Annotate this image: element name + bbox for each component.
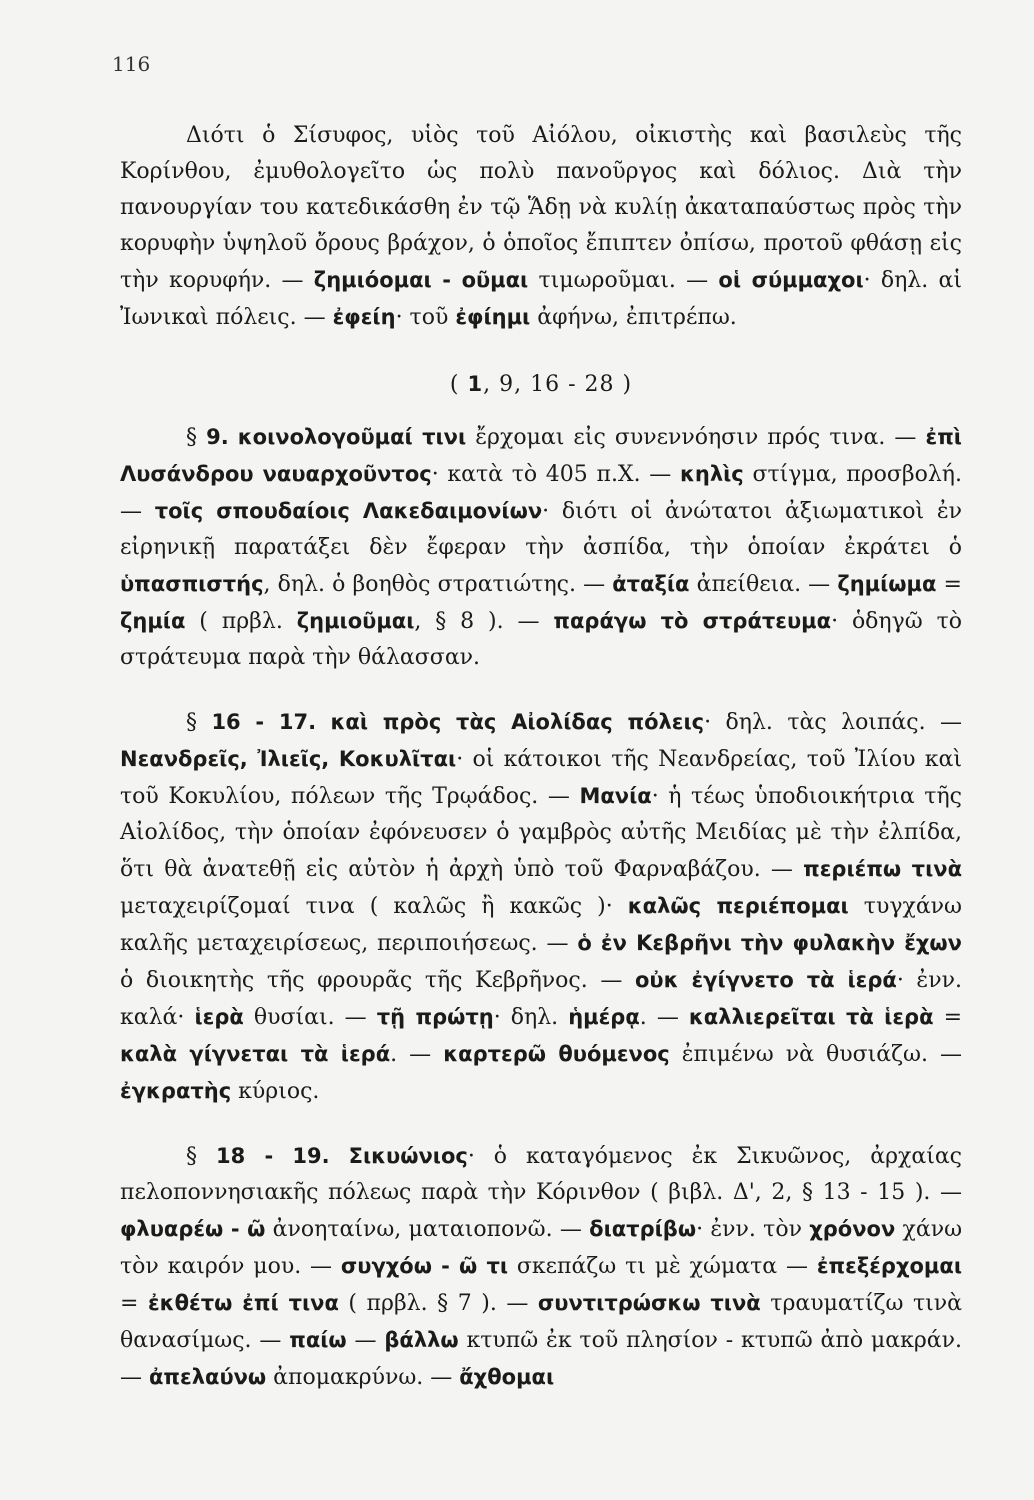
gloss-text: = bbox=[933, 1005, 963, 1030]
section-18-19-paragraph bbox=[120, 1138, 962, 1396]
headword: ἐκθέτω ἐπί τινα bbox=[147, 1291, 339, 1315]
headword: συγχόω - ῶ τι bbox=[340, 1254, 509, 1278]
gloss-text: σκεπάζω τι μὲ χώματα — bbox=[508, 1254, 817, 1279]
gloss-text bbox=[330, 1144, 349, 1169]
gloss-text: ἀνοηταίνω, ματαιοπονῶ. — bbox=[265, 1217, 590, 1242]
headword: παράγω τὸ στράτευμα bbox=[553, 609, 832, 633]
gloss-text: θυσίαι. — bbox=[243, 1005, 377, 1030]
gloss-text: · δηλ. τὰς λοιπάς. — bbox=[704, 710, 962, 735]
gloss-text: κτυπῶ ἐκ τοῦ πλησίον - κτυπῶ ἀπὸ μακράν. — bbox=[120, 1328, 962, 1390]
headword: χρόνον bbox=[809, 1217, 896, 1241]
headword: οὐκ ἐγίγνετο τὰ ἱερά bbox=[634, 968, 897, 992]
gloss-text: ὁ διοικητὴς τῆς φρουρᾶς τῆς Κεβρῆνος. — bbox=[120, 968, 635, 993]
paragraph-gap bbox=[120, 676, 962, 704]
gloss-text: · ἐνν. καλά· bbox=[120, 968, 962, 1030]
headword: φλυαρέω - ῶ bbox=[120, 1217, 266, 1241]
heading-open: ( bbox=[449, 372, 468, 397]
headword: ὑπασπιστής bbox=[120, 572, 264, 596]
gloss-text: · τοῦ bbox=[395, 305, 456, 330]
headword: καρτερῶ θυόμενος bbox=[443, 1042, 670, 1066]
headword: ζημίωμα bbox=[837, 572, 937, 596]
gloss-text: = bbox=[936, 572, 962, 597]
gloss-text: ( πρβλ. § 7 ). — bbox=[338, 1291, 538, 1316]
heading-book: 1 bbox=[467, 372, 484, 396]
headword: ἐφίημι bbox=[455, 305, 531, 329]
headword: ἐπεξέρχομαι bbox=[816, 1254, 962, 1278]
gloss-text: ἀπείθεια. — bbox=[689, 572, 838, 597]
headword: καλὰ γίγνεται τὰ ἱερά bbox=[120, 1042, 391, 1066]
headword: ἀταξία bbox=[612, 572, 690, 596]
gloss-text: § bbox=[186, 1144, 216, 1169]
gloss-text: = bbox=[120, 1291, 148, 1316]
headword: ὁ ἐν Κεβρῆνι τὴν φυλακὴν ἔχων bbox=[577, 931, 962, 955]
paragraph-gap bbox=[120, 1110, 962, 1138]
gloss-text: · κατὰ τὸ 405 π.Χ. — bbox=[431, 462, 680, 487]
page-number: 116 bbox=[112, 52, 151, 76]
headword: συντιτρώσκω τινὰ bbox=[537, 1291, 761, 1315]
headword: Μανία bbox=[579, 784, 652, 808]
headword: οἱ σύμμαχοι bbox=[718, 268, 864, 292]
headword: ἄχθομαι bbox=[459, 1365, 555, 1389]
gloss-text: · ὁδηγῶ τὸ στράτευμα παρὰ τὴν θάλασσαν. bbox=[120, 609, 963, 670]
gloss-text: — bbox=[346, 1328, 385, 1353]
headword: ζημιοῦμαι bbox=[296, 609, 415, 633]
gloss-text: Διότι ὁ Σίσυφος, υἱὸς τοῦ Αἰόλου, οἰκιστὴς καὶ βασιλεὺς τῆς Κορίνθου, ἐμυθολογεῖτο ὡς πολὺ πανοῦργος καὶ δόλιος. Διὰ τὴν πανουργίαν του κατεδικάσθη ἐν τῷ Ἅδῃ νὰ κυλίῃ ἀκαταπαύστως πρὸς τὴν κορυφὴν ὑψηλοῦ ὄρους βράχον, ὁ ὁποῖος ἔπιπτεν ὀπίσω, προτοῦ φθάσῃ εἰς τὴν κορυφήν. — bbox=[120, 123, 962, 293]
gloss-text: · δηλ. αἱ Ἰωνικαὶ πόλεις. — bbox=[120, 268, 962, 330]
headword: διατρίβω bbox=[589, 1217, 697, 1241]
headword: καὶ πρὸς τὰς Αἰολίδας πόλεις bbox=[330, 710, 705, 734]
heading-rest: , 9, 16 - 28 ) bbox=[483, 372, 633, 397]
gloss-text: · ἐνν. τὸν bbox=[696, 1217, 810, 1242]
section-16-17-paragraph bbox=[120, 704, 962, 1110]
intro-paragraph bbox=[120, 118, 962, 336]
headword: τοῖς σπουδαίοις Λακεδαιμονίων bbox=[154, 499, 543, 523]
gloss-text: , § 8 ). — bbox=[414, 609, 554, 634]
gloss-text: ἀφήνω, ἐπιτρέπω. bbox=[530, 305, 737, 330]
headword: ἐφείη bbox=[332, 305, 396, 329]
gloss-text: § bbox=[186, 710, 212, 735]
gloss-text: τιμωροῦμαι. — bbox=[528, 268, 719, 293]
headword: ἡμέρᾳ bbox=[568, 1005, 640, 1029]
headword: κηλὶς bbox=[679, 462, 744, 486]
headword: παίω bbox=[289, 1328, 347, 1352]
gloss-text: ( πρβλ. bbox=[185, 609, 297, 634]
headword: Σικυώνιος bbox=[348, 1144, 468, 1168]
gloss-text: ἐπιμένω νὰ θυσιάζω. — bbox=[669, 1042, 962, 1067]
headword: ἐγκρατὴς bbox=[120, 1079, 232, 1103]
gloss-text: ἔρχομαι εἰς συνεννόησιν πρός τινα. — bbox=[466, 425, 926, 450]
section-9-paragraph bbox=[120, 419, 962, 676]
gloss-text: · δηλ. bbox=[493, 1005, 569, 1030]
headword: βάλλω bbox=[384, 1328, 459, 1352]
gloss-text bbox=[316, 710, 330, 735]
headword: ἱερὰ bbox=[194, 1005, 244, 1029]
gloss-text: τραυματίζω τινὰ θανασίμως. — bbox=[120, 1291, 962, 1353]
gloss-text: ἀπομακρύνω. — bbox=[266, 1365, 460, 1390]
gloss-text bbox=[229, 425, 238, 450]
gloss-text: . — bbox=[390, 1042, 444, 1067]
headword: ζημία bbox=[120, 609, 186, 633]
headword: ἀπελαύνω bbox=[149, 1365, 267, 1389]
gloss-text: μεταχειρίζομαί τινα ( καλῶς ἢ κακῶς )· bbox=[120, 894, 628, 919]
gloss-text: τυγχάνω καλῆς μεταχειρίσεως, περιποιήσεως. — bbox=[120, 894, 962, 956]
gloss-text: στίγμα, προσβολή. — bbox=[120, 462, 962, 524]
gloss-text: § bbox=[186, 425, 207, 450]
headword: περιέπω τινὰ bbox=[803, 857, 962, 881]
text-body bbox=[120, 118, 962, 1396]
gloss-text: χάνω τὸν καιρόν μου. — bbox=[120, 1217, 963, 1279]
headword: Νεανδρεῖς, Ἰλιεῖς, Κοκυλῖται bbox=[120, 747, 457, 771]
headword: 16 - 17. bbox=[211, 710, 317, 734]
headword: ζημιόομαι - οῦμαι bbox=[313, 268, 529, 292]
gloss-text: · ἡ τέως ὑποδιοικήτρια τῆς Αἰολίδος, τὴν ὁποίαν ἐφόνευσεν ὁ γαμβρὸς αὐτῆς Μειδίας μὲ τὴν ἐλπίδα, ὅτι θὰ ἀνατεθῇ εἰς αὐτὸν ἡ ἀρχὴ ὑπὸ τοῦ Φαρναβάζου. — bbox=[120, 784, 962, 882]
headword: τῇ πρώτῃ bbox=[376, 1005, 494, 1029]
gloss-text: · ὁ καταγόμενος ἐκ Σικυῶνος, ἀρχαίας πελοποννησιακῆς πόλεως παρὰ τὴν Κόρινθον ( βιβλ. Δ', 2, § 13 - 15 ). — bbox=[120, 1144, 962, 1205]
headword: 18 - 19. bbox=[215, 1144, 330, 1168]
headword: ἐπὶ Λυσάνδρου ναυαρχοῦντος bbox=[120, 425, 962, 486]
headword: καλῶς περιέπομαι bbox=[627, 894, 849, 918]
headword: καλλιερεῖται τὰ ἱερὰ bbox=[688, 1005, 934, 1029]
gloss-text: , δηλ. ὁ βοηθὸς στρατιώτης. — bbox=[263, 572, 613, 597]
section-heading bbox=[120, 366, 962, 403]
gloss-text: . — bbox=[639, 1005, 689, 1030]
gloss-text: κύριος. bbox=[231, 1079, 320, 1104]
headword: 9. bbox=[206, 425, 229, 449]
gloss-text: · οἱ κάτοικοι τῆς Νεανδρείας, τοῦ Ἰλίου καὶ τοῦ Κοκυλίου, πόλεων τῆς Τρῳάδος. — bbox=[120, 747, 962, 809]
headword: κοινολογοῦμαί τινι bbox=[237, 425, 467, 449]
gloss-text: · διότι οἱ ἀνώτατοι ἀξιωματικοὶ ἐν εἰρηνικῇ παρατάξει δὲν ἔφεραν τὴν ἀσπίδα, τὴν ὁποίαν ἐκράτει ὁ bbox=[120, 499, 962, 560]
